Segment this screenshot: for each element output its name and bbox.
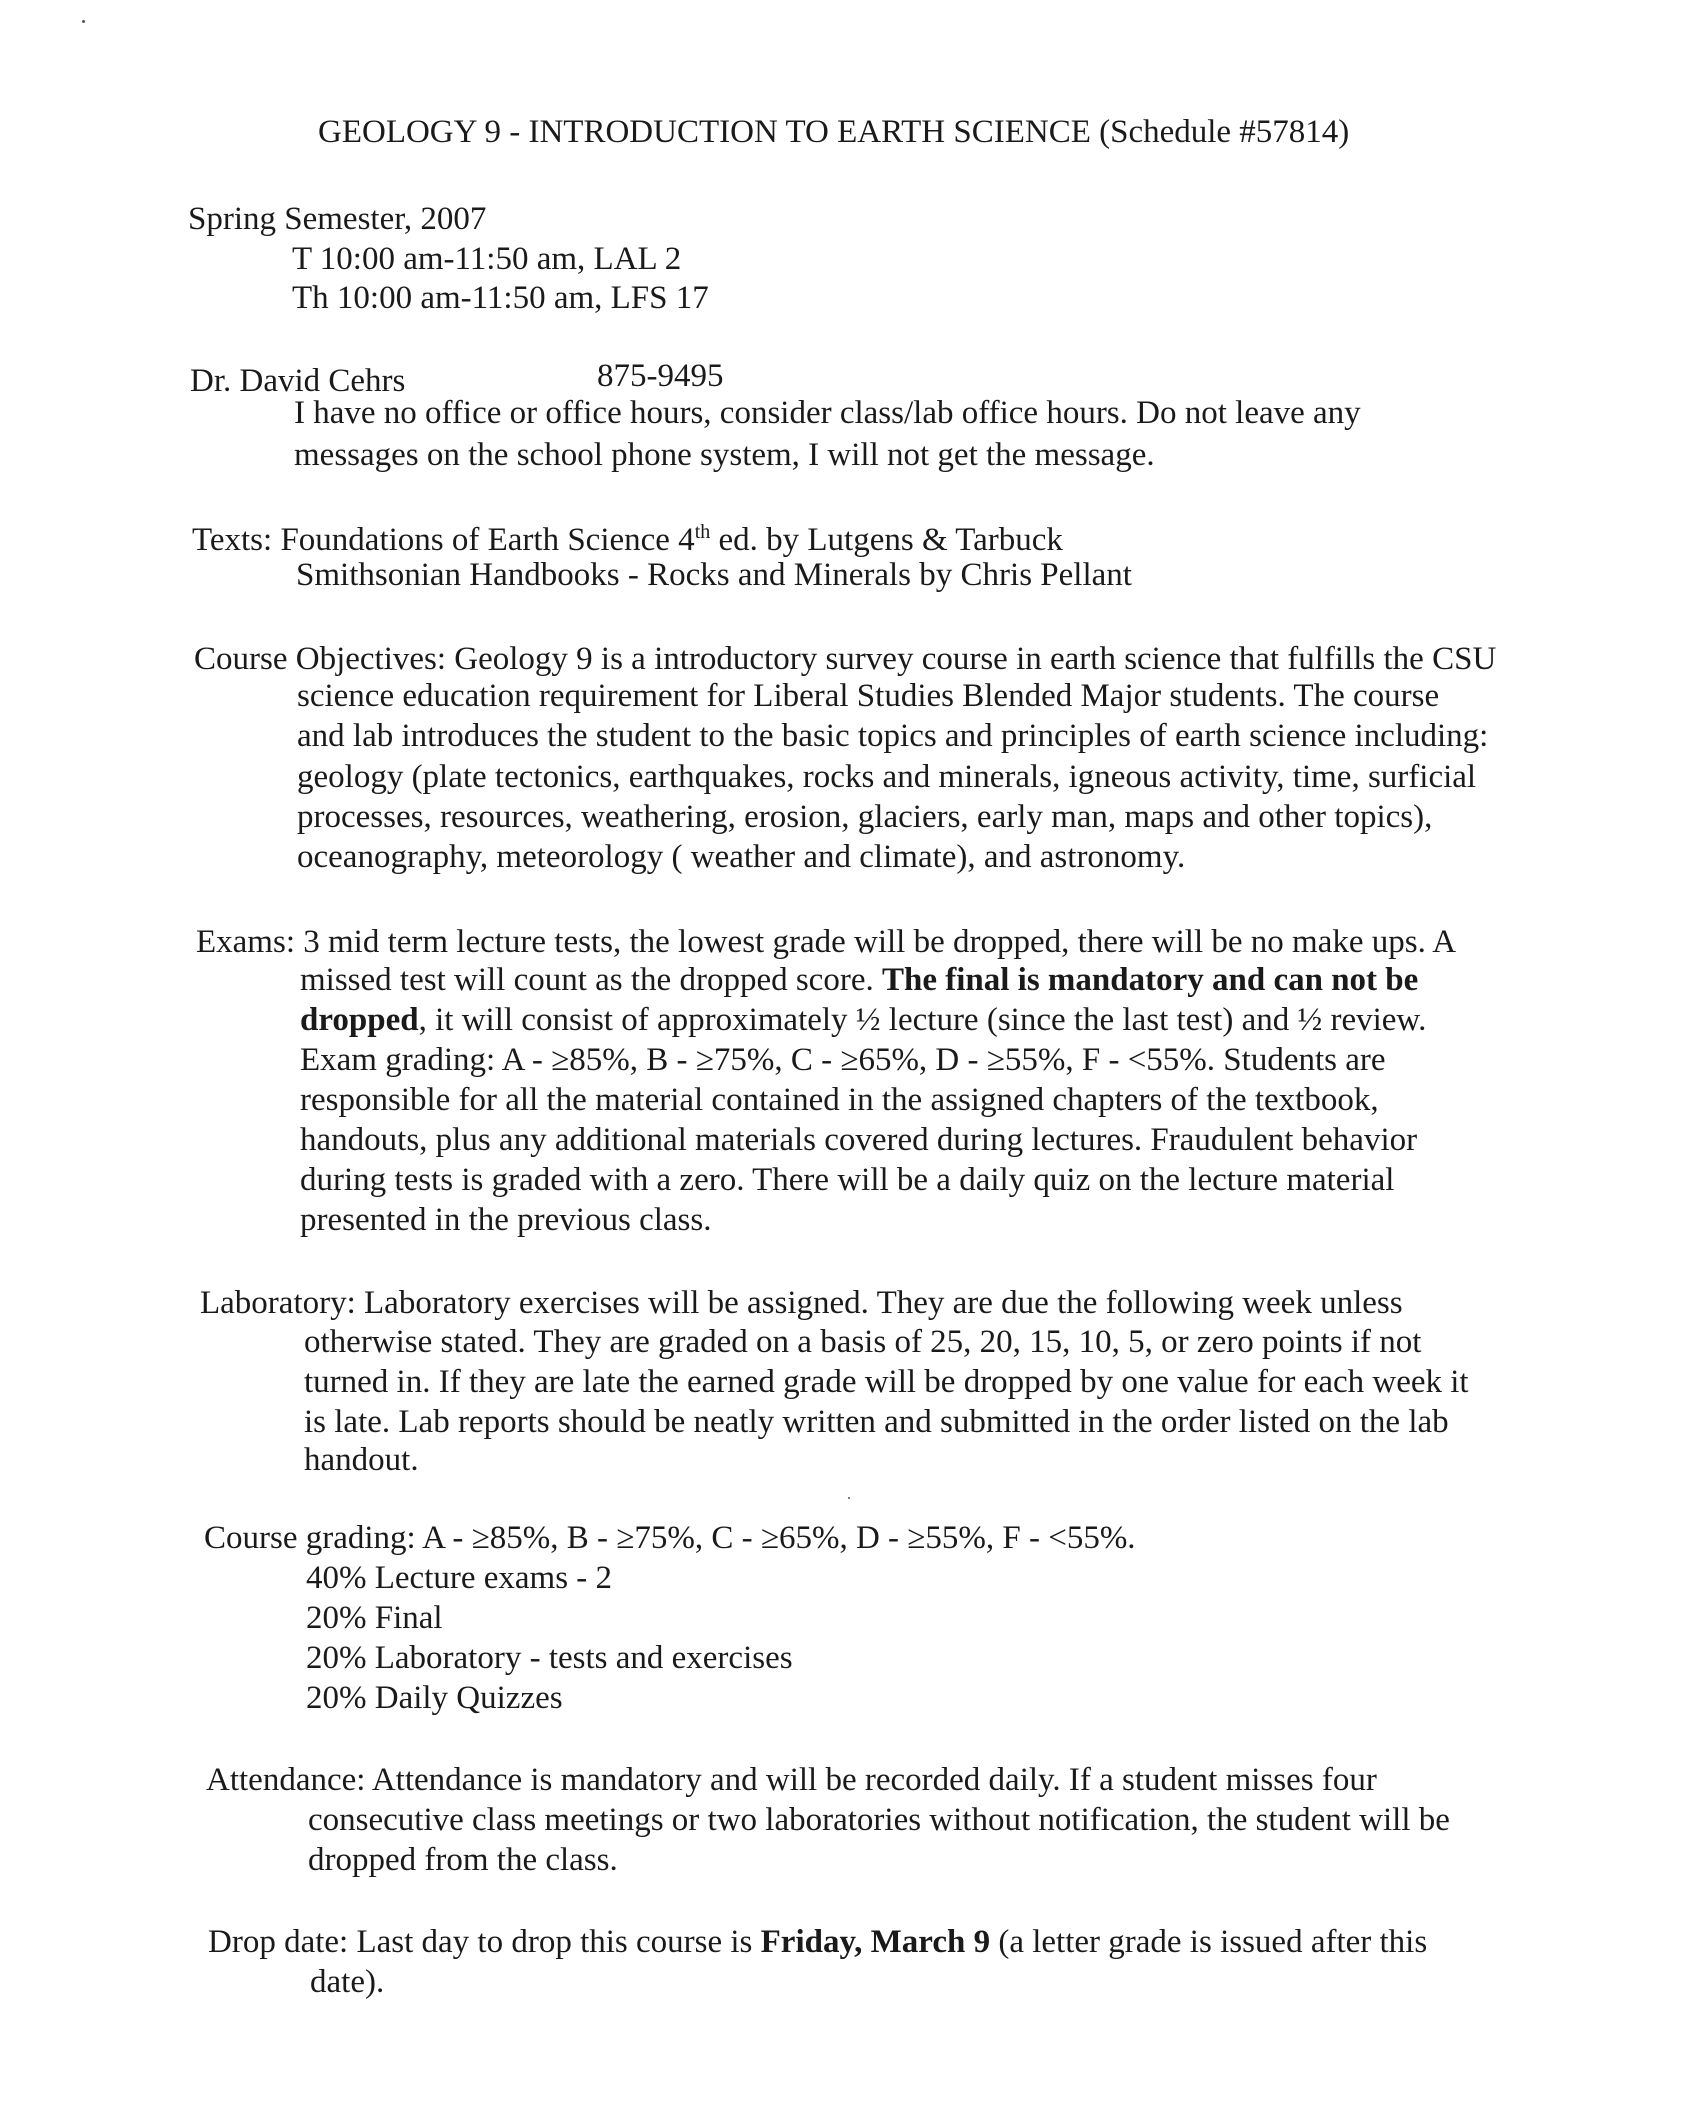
exams-line: responsible for all the material contained in the assigned chapters of the textbook, xyxy=(300,1082,1379,1118)
objectives-line: and lab introduces the student to the basic topics and principles of earth science including: xyxy=(297,718,1489,754)
exams-missed-test: missed test will count as the dropped score. xyxy=(300,962,882,998)
grading-item: 20% Final xyxy=(306,1600,443,1636)
scan-speck xyxy=(82,20,85,23)
edition-superscript: th xyxy=(694,521,711,543)
drop-date-deadline: Friday, March 9 xyxy=(760,1924,991,1960)
exams-line-2 xyxy=(300,960,1418,1000)
drop-date-line-2: date). xyxy=(310,1964,385,2000)
laboratory-line: Laboratory: Laboratory exercises will be assigned. They are due the following week unless xyxy=(200,1285,1403,1321)
text-book-1-authors: ed. by Lutgens & Tarbuck xyxy=(710,522,1063,558)
exams-line: presented in the previous class. xyxy=(300,1202,712,1238)
exams-line: Exam grading: A - ≥85%, B - ≥75%, C - ≥65%, D - ≥55%, F - <55%. Students are xyxy=(300,1042,1386,1078)
exams-line-3 xyxy=(300,1000,1426,1040)
laboratory-line: is late. Lab reports should be neatly written and submitted in the order listed on the lab xyxy=(304,1404,1449,1440)
exams-line: during tests is graded with a zero. There will be a daily quiz on the lecture material xyxy=(300,1162,1395,1198)
document-title: GEOLOGY 9 - INTRODUCTION TO EARTH SCIENCE (Schedule #57814) xyxy=(318,114,1350,150)
attendance-line: Attendance: Attendance is mandatory and will be recorded daily. If a student misses four xyxy=(206,1762,1377,1798)
exams-line: handouts, plus any additional materials covered during lectures. Fraudulent behavior xyxy=(300,1122,1418,1158)
exams-line: Exams: 3 mid term lecture tests, the lowest grade will be dropped, there will be no make ups. A xyxy=(196,924,1457,960)
grading-item: 20% Laboratory - tests and exercises xyxy=(306,1640,793,1676)
laboratory-line: turned in. If they are late the earned grade will be dropped by one value for each week it xyxy=(304,1364,1469,1400)
objectives-line: Course Objectives: Geology 9 is a introductory survey course in earth science that fulfills the CSU xyxy=(194,641,1497,677)
drop-date-note: (a letter grade is issued after this xyxy=(990,1924,1428,1960)
laboratory-line: otherwise stated. They are graded on a basis of 25, 20, 15, 10, 5, or zero points if not xyxy=(304,1324,1422,1360)
instructor-note-line: I have no office or office hours, consider class/lab office hours. Do not leave any xyxy=(294,395,1361,431)
attendance-line: consecutive class meetings or two laboratories without notification, the student will be xyxy=(308,1802,1450,1838)
instructor-name: Dr. David Cehrs xyxy=(190,363,406,399)
schedule-thursday: Th 10:00 am-11:50 am, LFS 17 xyxy=(292,280,709,316)
grading-header: Course grading: A - ≥85%, B - ≥75%, C - ≥65%, D - ≥55%, F - <55%. xyxy=(204,1520,1136,1556)
objectives-line: geology (plate tectonics, earthquakes, rocks and minerals, igneous activity, time, surficial xyxy=(297,759,1477,795)
objectives-line: processes, resources, weathering, erosion, glaciers, early man, maps and other topics), xyxy=(297,799,1433,835)
scan-speck xyxy=(848,1497,850,1499)
grading-item: 40% Lecture exams - 2 xyxy=(306,1560,613,1596)
drop-date-line xyxy=(208,1922,1427,1962)
instructor-note-line: messages on the school phone system, I will not get the message. xyxy=(294,437,1155,473)
texts-line-1 xyxy=(192,520,1063,560)
objectives-line: oceanography, meteorology ( weather and climate), and astronomy. xyxy=(297,839,1186,875)
laboratory-line: handout. xyxy=(304,1442,419,1478)
drop-date-intro: Drop date: Last day to drop this course is xyxy=(208,1924,761,1960)
exams-final-composition: , it will consist of approximately ½ lecture (since the last test) and ½ review. xyxy=(418,1002,1427,1038)
objectives-line: science education requirement for Liberal Studies Blended Major students. The course xyxy=(297,678,1440,714)
text-book-1-title: Foundations of Earth Science 4 xyxy=(280,522,695,558)
attendance-line: dropped from the class. xyxy=(308,1842,618,1878)
schedule-tuesday: T 10:00 am-11:50 am, LAL 2 xyxy=(292,241,682,277)
texts-label: Texts: xyxy=(192,522,273,558)
semester-label: Spring Semester, 2007 xyxy=(188,201,487,237)
grading-item: 20% Daily Quizzes xyxy=(306,1680,563,1716)
exams-dropped-bold: dropped xyxy=(300,1002,419,1038)
text-book-2: Smithsonian Handbooks - Rocks and Minerals by Chris Pellant xyxy=(296,557,1132,593)
instructor-phone: 875-9495 xyxy=(597,358,724,394)
exams-final-mandatory: The final is mandatory and can not be xyxy=(881,962,1419,998)
